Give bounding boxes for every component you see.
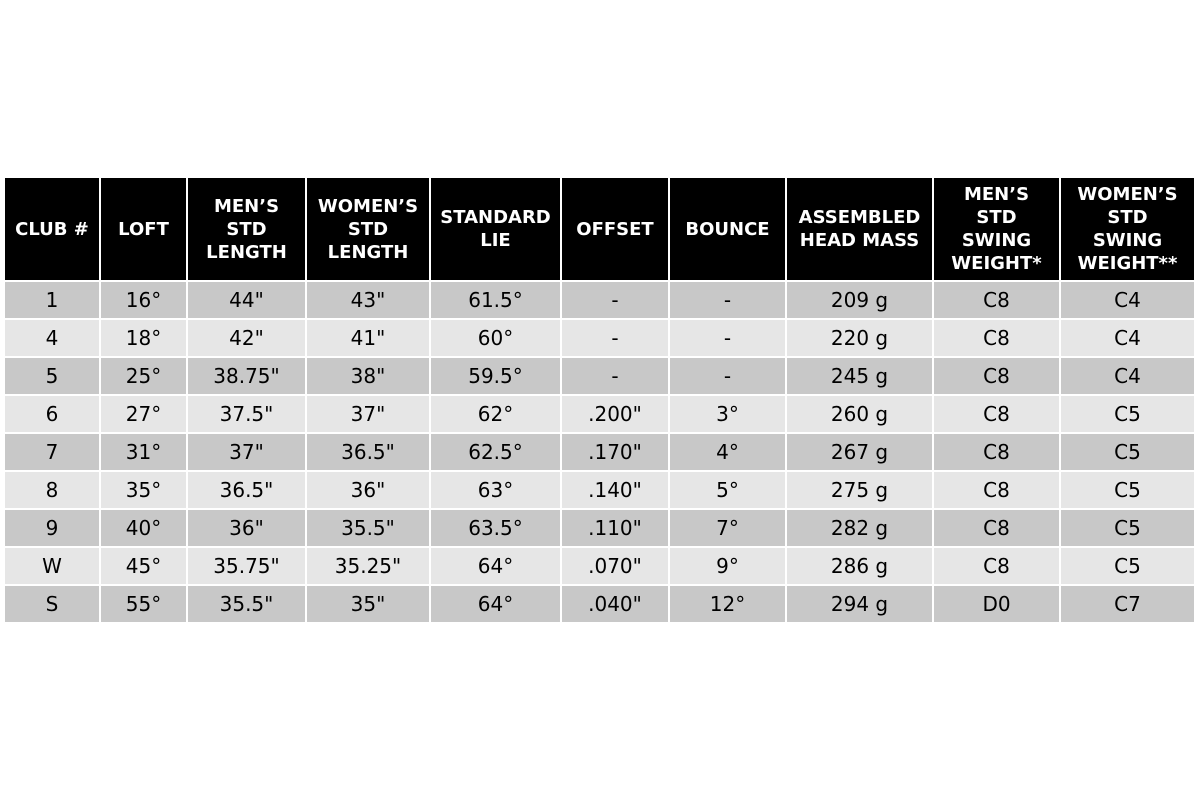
head-mass-cell: 220 g xyxy=(786,319,933,357)
mens-length-cell: 36.5" xyxy=(187,471,306,509)
club-cell: 1 xyxy=(5,281,100,319)
bounce-cell: - xyxy=(669,357,786,395)
column-header-offset: OFFSET xyxy=(561,178,669,281)
womens-length-cell: 43" xyxy=(306,281,430,319)
header-row xyxy=(5,178,1194,281)
column-header-womens-length: WOMEN’S STD LENGTH xyxy=(306,178,430,281)
table-row xyxy=(5,395,1194,433)
mens-length-cell: 42" xyxy=(187,319,306,357)
head-mass-cell: 282 g xyxy=(786,509,933,547)
womens-swing-weight-cell: C5 xyxy=(1060,509,1194,547)
head-mass-cell: 260 g xyxy=(786,395,933,433)
head-mass-cell: 275 g xyxy=(786,471,933,509)
mens-length-cell: 35.5" xyxy=(187,585,306,622)
column-header-womens-swing-weight: WOMEN’S STD SWING WEIGHT** xyxy=(1060,178,1194,281)
mens-swing-weight-cell: C8 xyxy=(933,547,1060,585)
column-header-loft: LOFT xyxy=(100,178,187,281)
womens-length-cell: 36.5" xyxy=(306,433,430,471)
lie-cell: 64° xyxy=(430,547,561,585)
head-mass-cell: 294 g xyxy=(786,585,933,622)
womens-swing-weight-cell: C5 xyxy=(1060,547,1194,585)
womens-swing-weight-cell: C4 xyxy=(1060,319,1194,357)
offset-cell: .170" xyxy=(561,433,669,471)
club-spec-table xyxy=(5,178,1194,622)
mens-length-cell: 36" xyxy=(187,509,306,547)
lie-cell: 61.5° xyxy=(430,281,561,319)
bounce-cell: 7° xyxy=(669,509,786,547)
offset-cell: - xyxy=(561,357,669,395)
loft-cell: 16° xyxy=(100,281,187,319)
head-mass-cell: 245 g xyxy=(786,357,933,395)
loft-cell: 25° xyxy=(100,357,187,395)
mens-length-cell: 37.5" xyxy=(187,395,306,433)
table-row xyxy=(5,433,1194,471)
offset-cell: .040" xyxy=(561,585,669,622)
womens-length-cell: 35" xyxy=(306,585,430,622)
offset-cell: .110" xyxy=(561,509,669,547)
womens-swing-weight-cell: C5 xyxy=(1060,395,1194,433)
offset-cell: - xyxy=(561,319,669,357)
column-header-head-mass: ASSEMBLED HEAD MASS xyxy=(786,178,933,281)
womens-length-cell: 37" xyxy=(306,395,430,433)
bounce-cell: - xyxy=(669,281,786,319)
mens-swing-weight-cell: C8 xyxy=(933,509,1060,547)
womens-swing-weight-cell: C5 xyxy=(1060,471,1194,509)
loft-cell: 31° xyxy=(100,433,187,471)
club-cell: 4 xyxy=(5,319,100,357)
lie-cell: 63.5° xyxy=(430,509,561,547)
table-row xyxy=(5,319,1194,357)
womens-length-cell: 41" xyxy=(306,319,430,357)
loft-cell: 45° xyxy=(100,547,187,585)
club-cell: 5 xyxy=(5,357,100,395)
mens-swing-weight-cell: C8 xyxy=(933,319,1060,357)
column-header-standard-lie: STANDARD LIE xyxy=(430,178,561,281)
club-cell: 9 xyxy=(5,509,100,547)
column-header-mens-length: MEN’S STD LENGTH xyxy=(187,178,306,281)
offset-cell: - xyxy=(561,281,669,319)
table-row xyxy=(5,281,1194,319)
lie-cell: 60° xyxy=(430,319,561,357)
table-row xyxy=(5,471,1194,509)
table-row xyxy=(5,357,1194,395)
table-header xyxy=(5,178,1194,281)
mens-swing-weight-cell: D0 xyxy=(933,585,1060,622)
mens-swing-weight-cell: C8 xyxy=(933,471,1060,509)
column-header-mens-swing-weight: MEN’S STD SWING WEIGHT* xyxy=(933,178,1060,281)
womens-length-cell: 35.5" xyxy=(306,509,430,547)
womens-length-cell: 35.25" xyxy=(306,547,430,585)
womens-swing-weight-cell: C4 xyxy=(1060,281,1194,319)
offset-cell: .140" xyxy=(561,471,669,509)
loft-cell: 55° xyxy=(100,585,187,622)
womens-swing-weight-cell: C5 xyxy=(1060,433,1194,471)
table-row xyxy=(5,509,1194,547)
head-mass-cell: 209 g xyxy=(786,281,933,319)
mens-swing-weight-cell: C8 xyxy=(933,395,1060,433)
club-cell: 6 xyxy=(5,395,100,433)
womens-swing-weight-cell: C4 xyxy=(1060,357,1194,395)
bounce-cell: 3° xyxy=(669,395,786,433)
column-header-club: CLUB # xyxy=(5,178,100,281)
offset-cell: .070" xyxy=(561,547,669,585)
bounce-cell: 12° xyxy=(669,585,786,622)
loft-cell: 27° xyxy=(100,395,187,433)
bounce-cell: 5° xyxy=(669,471,786,509)
mens-swing-weight-cell: C8 xyxy=(933,433,1060,471)
club-cell: 8 xyxy=(5,471,100,509)
mens-length-cell: 35.75" xyxy=(187,547,306,585)
mens-length-cell: 38.75" xyxy=(187,357,306,395)
loft-cell: 40° xyxy=(100,509,187,547)
womens-length-cell: 36" xyxy=(306,471,430,509)
lie-cell: 62.5° xyxy=(430,433,561,471)
mens-length-cell: 44" xyxy=(187,281,306,319)
head-mass-cell: 286 g xyxy=(786,547,933,585)
lie-cell: 59.5° xyxy=(430,357,561,395)
bounce-cell: 9° xyxy=(669,547,786,585)
table-row xyxy=(5,585,1194,622)
club-cell: 7 xyxy=(5,433,100,471)
club-cell: W xyxy=(5,547,100,585)
table-row xyxy=(5,547,1194,585)
column-header-bounce: BOUNCE xyxy=(669,178,786,281)
womens-length-cell: 38" xyxy=(306,357,430,395)
mens-swing-weight-cell: C8 xyxy=(933,281,1060,319)
loft-cell: 18° xyxy=(100,319,187,357)
club-cell: S xyxy=(5,585,100,622)
womens-swing-weight-cell: C7 xyxy=(1060,585,1194,622)
mens-swing-weight-cell: C8 xyxy=(933,357,1060,395)
head-mass-cell: 267 g xyxy=(786,433,933,471)
offset-cell: .200" xyxy=(561,395,669,433)
mens-length-cell: 37" xyxy=(187,433,306,471)
bounce-cell: - xyxy=(669,319,786,357)
bounce-cell: 4° xyxy=(669,433,786,471)
lie-cell: 63° xyxy=(430,471,561,509)
loft-cell: 35° xyxy=(100,471,187,509)
lie-cell: 64° xyxy=(430,585,561,622)
table-body xyxy=(5,281,1194,622)
lie-cell: 62° xyxy=(430,395,561,433)
